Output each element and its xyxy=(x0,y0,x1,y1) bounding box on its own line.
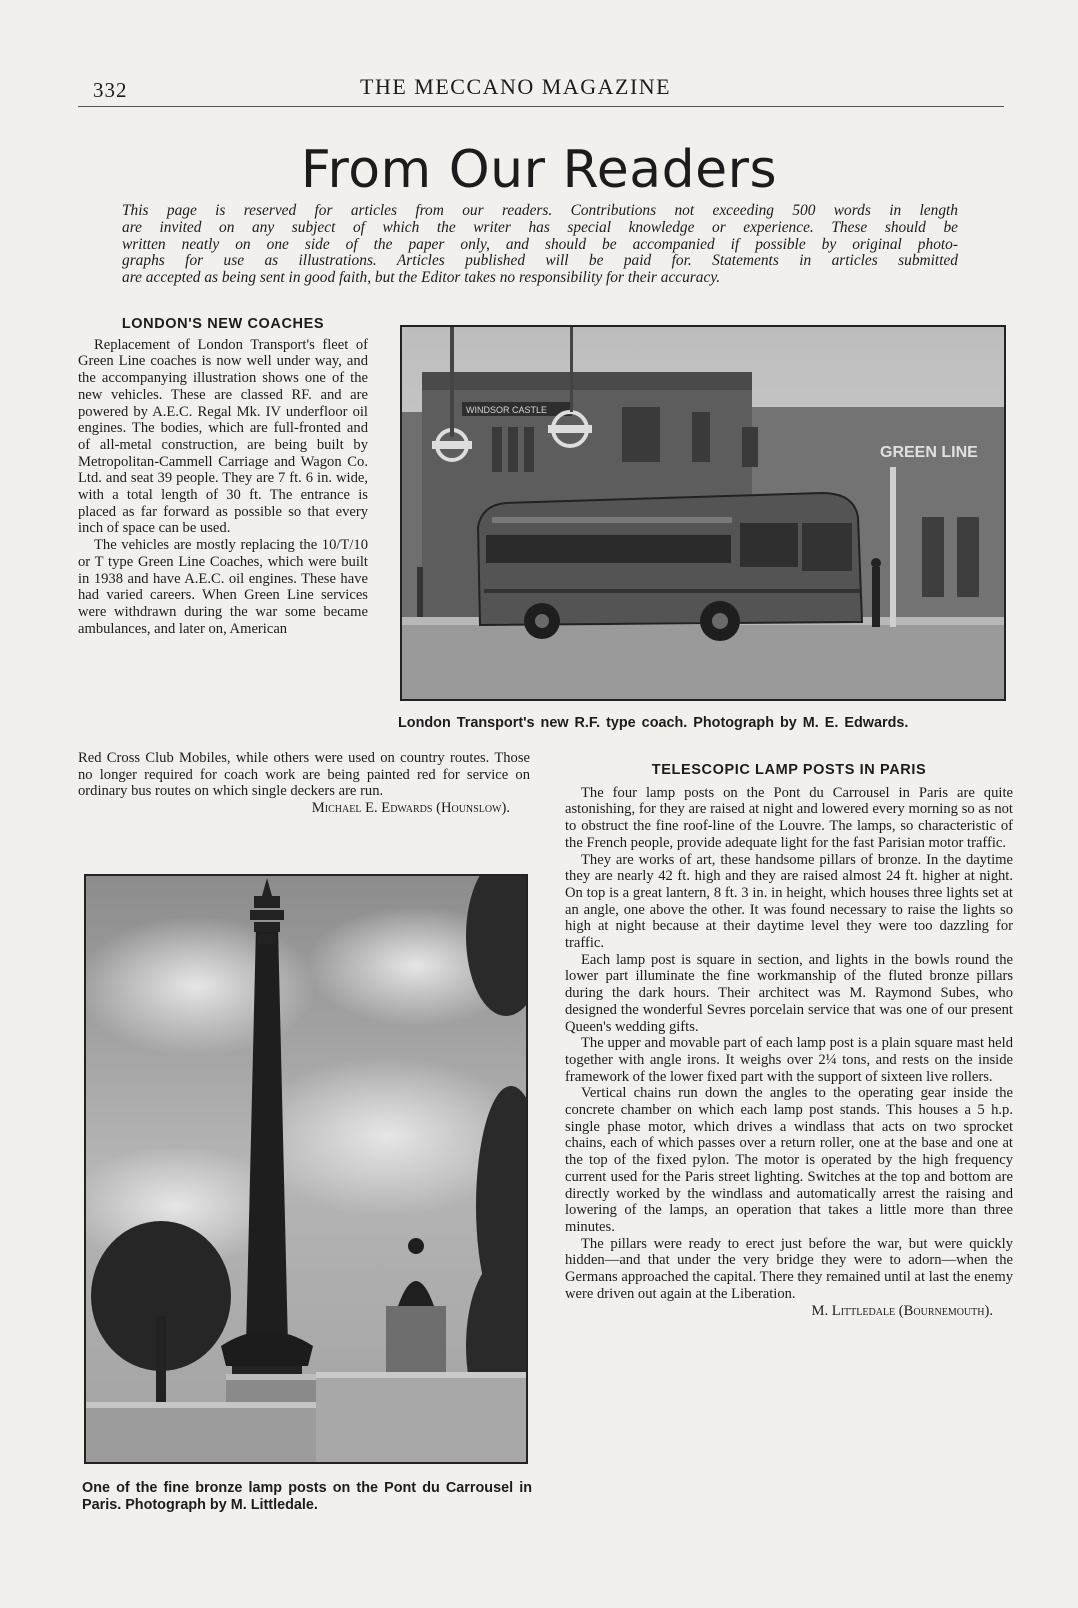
building-sign: WINDSOR CASTLE xyxy=(466,405,548,415)
intro-line: This page is reserved for articles from our readers. Contributions not exceeding 500 words in length xyxy=(122,202,958,219)
coach-photograph xyxy=(400,325,1006,701)
intro-line: are accepted as being sent in good faith, but the Editor takes no responsibility for their accuracy. xyxy=(122,269,721,287)
article-lamp-posts xyxy=(565,762,1013,1319)
article-paragraph: The four lamp posts on the Pont du Carrousel in Paris are quite astonishing, for they are raised at night and lowered every morning so as not to obstruct the fine roof-line of the Louvre. The lamps, so characteristic of the French people, provide adequate light for the fast Parisian motor traffic. xyxy=(565,784,1013,851)
article-paragraph: The upper and movable part of each lamp post is a plain square mast held together with angle irons. It weighs over 2¼ tons, and rests on the inside framework of the lower fixed part with the support of sixteen live rollers. xyxy=(565,1035,1013,1085)
article-paragraph: Red Cross Club Mobiles, while others were used on country routes. Those no longer required for coach work are being painted red for service on ordinary bus routes on which single deckers are run. xyxy=(78,750,530,800)
page-title: From Our Readers xyxy=(300,140,778,200)
article-signature-lamp-posts: M. Littledale (Bournemouth). xyxy=(811,1302,993,1319)
intro-line: written neatly on one side of the paper only, and should be accompanied if possible by original photo- xyxy=(122,235,958,253)
intro-line: graphs for use as illustrations. Articles published will be paid for. Statements in articles submitted xyxy=(122,252,958,270)
article-heading-coaches: LONDON'S NEW COACHES xyxy=(121,316,325,332)
article-paragraph: Replacement of London Transport's fleet of Green Line coaches is now well under way, and the accompanying illustration shows one of the new vehicles. These are classed RF. and are powered by A.E.C. Regal Mk. IV underfloor oil engines. The bodies, which are full-fronted and of all-metal construction, are being built by Metropolitan-Cammell Carriage and Wagon Co. Ltd. and seat 39 people. They are 7 ft. 6 in. wide, with a total length of 30 ft. The entrance is placed as far forward as possible so that every inch of space can be used. xyxy=(78,336,368,537)
article-signature-coaches: Michael E. Edwards (Hounslow). xyxy=(311,800,510,817)
caption-lamp-photo: One of the fine bronze lamp posts on the Pont du Carrousel in Paris. Photograph by M. Littledale. xyxy=(82,1480,532,1513)
intro-note xyxy=(122,203,958,287)
page-number: 332 xyxy=(93,78,128,102)
article-heading-lamp-posts: TELESCOPIC LAMP POSTS IN PARIS xyxy=(651,762,927,778)
intro-line: are invited on any subject of which the writer has special knowledge or experience. These should be xyxy=(122,218,958,236)
caption-coach-photo: London Transport's new R.F. type coach. Photograph by M. E. Edwards. xyxy=(398,715,909,731)
article-paragraph: The vehicles are mostly replacing the 10/T/10 or T type Green Line Coaches, which were built in 1938 and have A.E.C. oil engines. These have had varied careers. When Green Line services were withdrawn during the war some became ambulances, and later on, American xyxy=(78,537,368,637)
article-paragraph: They are works of art, these handsome pillars of bronze. In the daytime they are nearly 42 ft. high and they are raised almost 24 ft. higher at night. On top is a great lantern, 8 ft. 3 in. in height, which houses three lights set at an angle, one above the other. It was found necessary to raise the lights so high at night because at their daytime level they were too dazzling for traffic. xyxy=(565,851,1013,952)
article-paragraph: Each lamp post is square in section, and lights in the bowls round the lower part illuminate the fine workmanship of the fluted bronze pillars during the dark hours. Their architect was M. Raymond Subes, who designed the wonderful Sevres porcelain service that was one of our present Queen's wedding gifts. xyxy=(565,951,1013,1035)
article-coaches-narrow xyxy=(78,316,368,637)
running-head: THE MECCANO MAGAZINE xyxy=(360,74,672,99)
article-paragraph: The pillars were ready to erect just before the war, but were quickly hidden—and that under the very bridge they were to adorn—when the Germans approached the capital. There they remained until at last the enemy were driven out again at the Liberation. xyxy=(565,1235,1013,1302)
lamp-post-photograph xyxy=(84,874,528,1464)
article-paragraph: Vertical chains run down the angles to the operating gear inside the concrete chamber on which each lamp post stands. This houses a 5 h.p. single phase motor, which drives a windlass that acts on two sprocket chains, each of which passes over a return roller, one at the base and one at the top of the fixed pylon. The motor is operated by the high frequency current used for the Paris street lighting. Switches at the top and bottom are directly worked by the windlass and automatically arrest the raising and lowering of the lamps, an operation that takes a little more than three minutes. xyxy=(565,1085,1013,1235)
header-rule xyxy=(78,106,1004,107)
article-coaches-wide xyxy=(78,750,530,817)
green-line-sign: GREEN LINE xyxy=(880,444,978,461)
